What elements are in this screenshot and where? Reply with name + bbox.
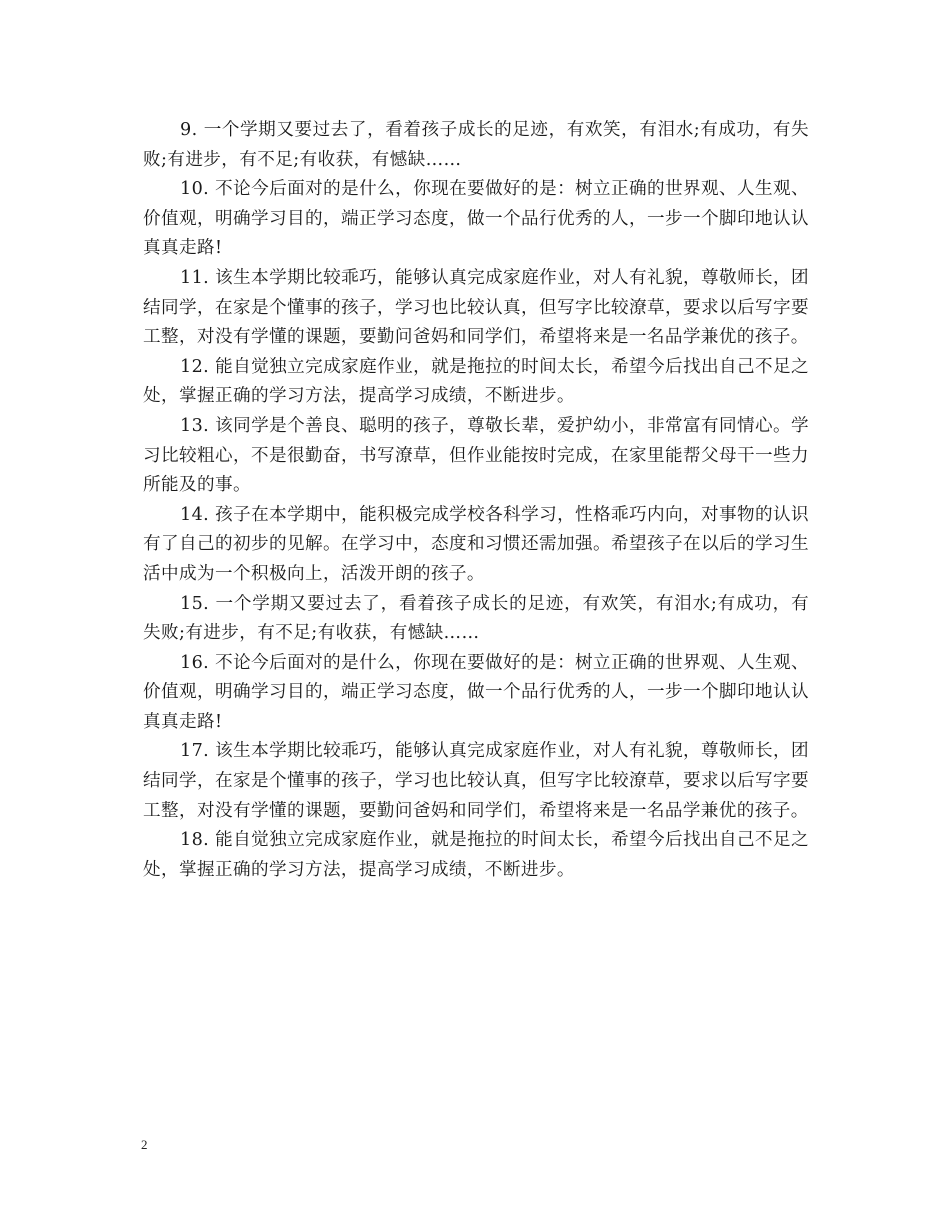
paragraph-18: 18. 能自觉独立完成家庭作业，就是拖拉的时间太长，希望今后找出自己不足之处，掌握正确的学习方法，提高学习成绩，不断进步。 <box>143 830 809 880</box>
page-number: 2 <box>141 1137 148 1152</box>
paragraph-15: 15. 一个学期又要过去了，看着孩子成长的足迹，有欢笑，有泪水;有成功，有失败;有进步，有不足;有收获，有憾缺…… <box>143 593 809 644</box>
paragraph-11: 11. 该生本学期比较乖巧，能够认真完成家庭作业，对人有礼貌，尊敬师长，团结同学，在家是个懂事的孩子，学习也比较认真，但写字比较潦草，要求以后写字要工整，对没有学懂的课题，要勤问爸妈和同学们，希望将来是一名品学兼优的孩子。 <box>143 267 809 348</box>
document-body <box>143 116 809 885</box>
paragraph-10: 10. 不论今后面对的是什么，你现在要做好的是：树立正确的世界观、人生观、价值观，明确学习目的，端正学习态度，做一个品行优秀的人，一步一个脚印地认认真真走路! <box>143 179 809 259</box>
paragraph-14: 14. 孩子在本学期中，能积极完成学校各科学习，性格乖巧内向，对事物的认识有了自己的初步的见解。在学习中，态度和习惯还需加强。希望孩子在以后的学习生活中成为一个积极向上，活泼开朗的孩子。 <box>143 504 809 584</box>
paragraph-12: 12. 能自觉独立完成家庭作业，就是拖拉的时间太长，希望今后找出自己不足之处，掌握正确的学习方法，提高学习成绩，不断进步。 <box>143 356 809 407</box>
paragraph-17: 17. 该生本学期比较乖巧，能够认真完成家庭作业，对人有礼貌，尊敬师长，团结同学，在家是个懂事的孩子，学习也比较认真，但写字比较潦草，要求以后写字要工整，对没有学懂的课题，要勤问爸妈和同学们，希望将来是一名品学兼优的孩子。 <box>143 741 809 821</box>
paragraph-13: 13. 该同学是个善良、聪明的孩子，尊敬长辈，爱护幼小，非常富有同情心。学习比较粗心，不是很勤奋，书写潦草，但作业能按时完成，在家里能帮父母干一些力所能及的事。 <box>143 415 809 496</box>
paragraph-16: 16. 不论今后面对的是什么，你现在要做好的是：树立正确的世界观、人生观、价值观，明确学习目的，端正学习态度，做一个品行优秀的人，一步一个脚印地认认真真走路! <box>143 652 809 732</box>
paragraph-9: 9. 一个学期又要过去了，看着孩子成长的足迹，有欢笑，有泪水;有成功，有失败;有进步，有不足;有收获，有憾缺…… <box>143 120 809 170</box>
